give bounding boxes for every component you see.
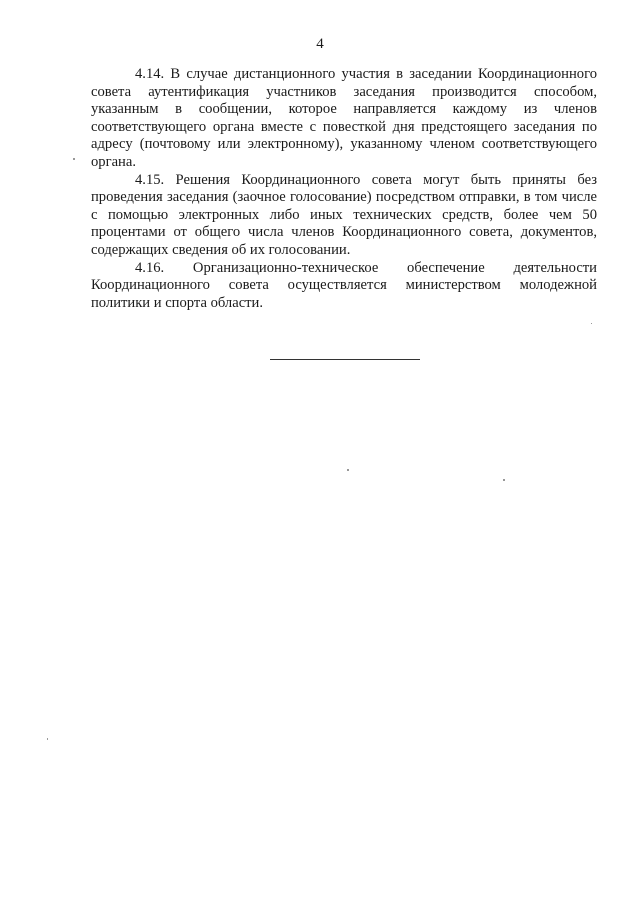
- scan-speck: [591, 323, 592, 324]
- page-number: 4: [316, 36, 324, 52]
- scan-speck: [347, 469, 349, 471]
- scan-speck: [47, 738, 48, 740]
- end-divider-line: [270, 359, 420, 360]
- scan-speck: [503, 479, 505, 481]
- paragraph-4-15: 4.15. Решения Координационного совета могут быть приняты без проведения заседания (заочное голосование) посредством отправки, в том числе с помощью электронных либо иных технических средств, более чем 50 процентами от общего числа членов Координационного совета, документов, содержащих сведения об их голосовании.: [91, 171, 597, 258]
- document-body: [91, 66, 597, 312]
- paragraph-4-14: 4.14. В случае дистанционного участия в заседании Координационного совета аутентификация участников заседания производится способом, указанным в сообщении, которое направляется каждому из членов соответствующего органа вместе с повесткой дня предстоящего заседания по адресу (почтовому или электронному), указанному членом соответствующего органа.: [91, 66, 597, 170]
- paragraph-4-16: 4.16. Организационно-техническое обеспечение деятельности Координационного совета осуществляется министерством молодежной политики и спорта области.: [91, 259, 597, 311]
- scan-speck: [73, 158, 75, 160]
